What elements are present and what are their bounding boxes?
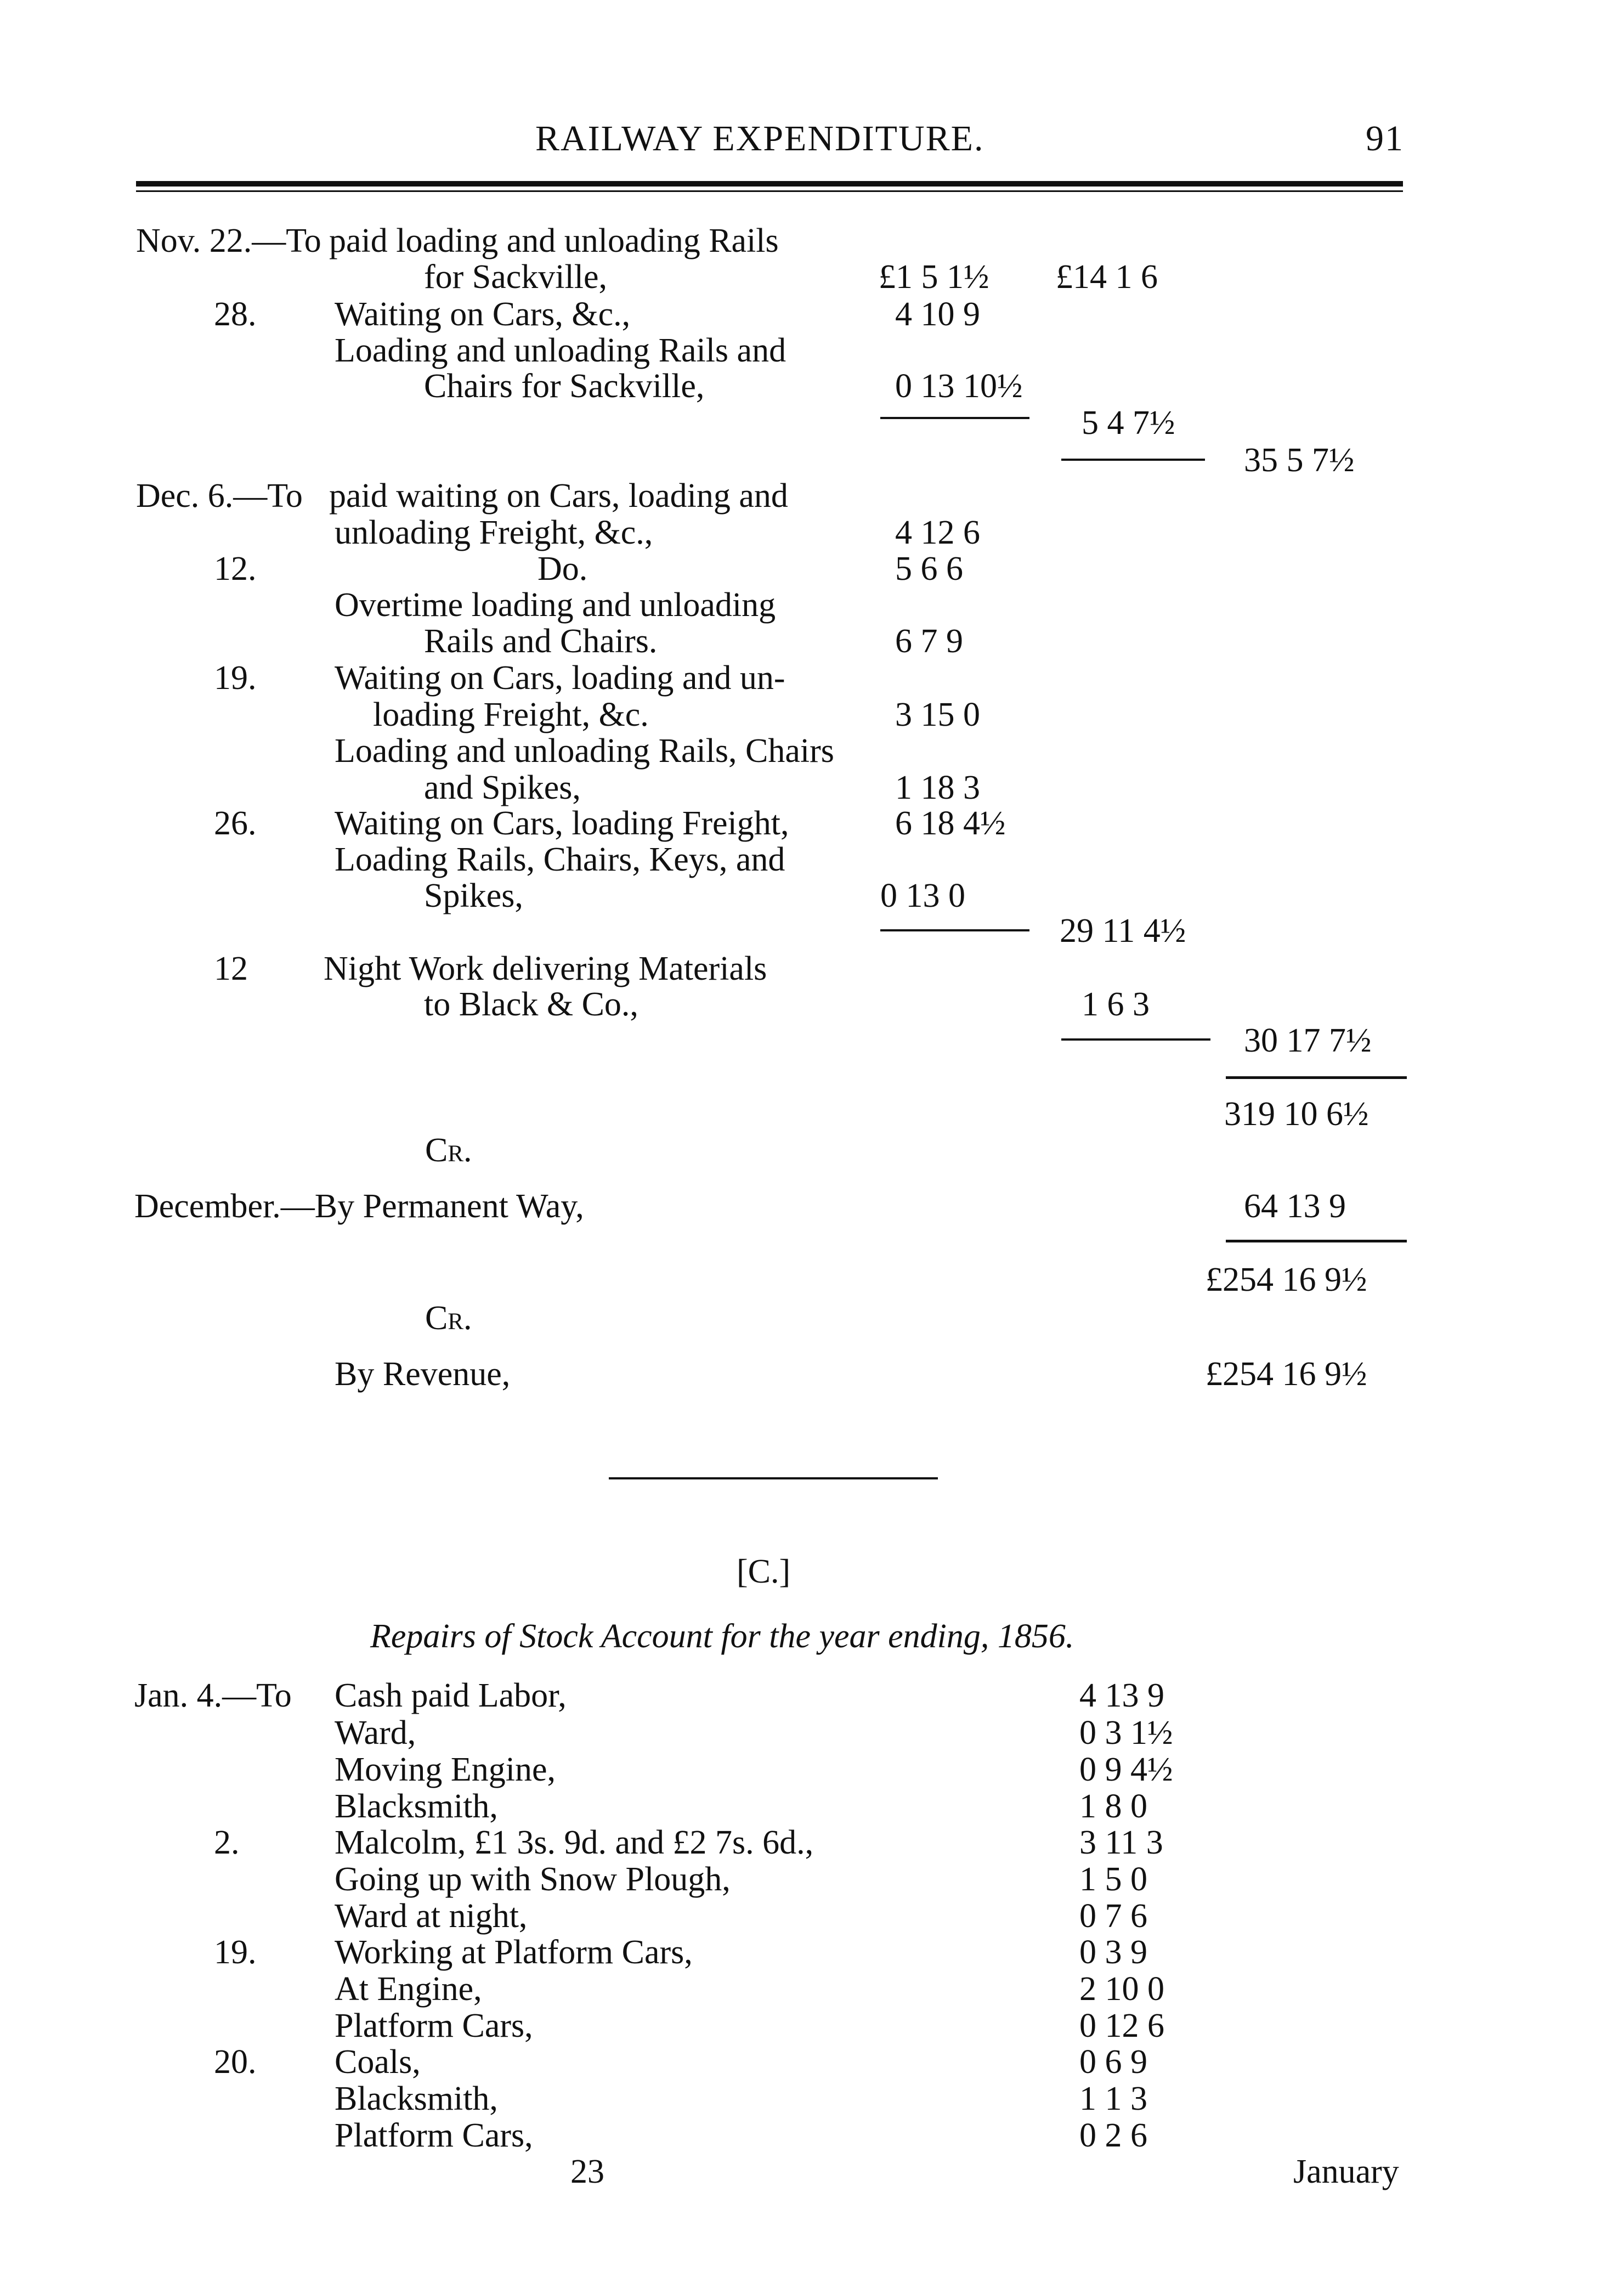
entry-description: Do.: [537, 550, 588, 587]
entry-description-cont: Chairs for Sackville,: [424, 368, 705, 405]
header-rule-thin: [136, 190, 1403, 192]
entry-date: Jan. 4.—To: [134, 1677, 292, 1714]
entry-description: Loading and unloading Rails, Chairs: [335, 732, 834, 770]
entry-date: 12.: [214, 550, 257, 587]
entry-description: Blacksmith,: [335, 1788, 498, 1825]
subtotal-rule: [1061, 459, 1205, 461]
entry-description-cont: to Black & Co.,: [424, 986, 638, 1023]
page-number: 91: [1366, 118, 1404, 159]
amount-col-c: 30 17 7½: [1244, 1022, 1372, 1059]
entry-description: Malcolm, £1 3s. 9d. and £2 7s. 6d.,: [335, 1824, 814, 1861]
entry-description: Platform Cars,: [335, 2007, 533, 2044]
entry-amount: 0 9 4½: [1079, 1751, 1173, 1788]
entry-description: Night Work delivering Materials: [324, 950, 767, 987]
amount-col-a: 6 18 4½: [895, 805, 1006, 842]
entry-description: paid loading and unloading Rails: [329, 222, 779, 259]
credit-label: Cr.: [425, 1300, 472, 1337]
entry-date: 26.: [214, 805, 257, 842]
amount-col-a: 1 18 3: [895, 769, 980, 806]
entry-date: 19.: [214, 1934, 257, 1971]
entry-amount: 0 3 9: [1079, 1934, 1147, 1971]
running-head: RAILWAY EXPENDITURE.: [535, 118, 984, 159]
header-rule-thick: [136, 181, 1403, 187]
subtotal-rule: [880, 929, 1029, 931]
subtotal-rule: [1061, 1038, 1210, 1041]
amount-col-a: 3 15 0: [895, 696, 980, 733]
entry-date: 12: [214, 950, 248, 987]
entry-description-cont: Spikes,: [424, 877, 523, 914]
amount-col-a: 6 7 9: [895, 623, 963, 660]
entry-amount: 1 8 0: [1079, 1788, 1147, 1825]
amount-col-b: 29 11 4½: [1060, 912, 1186, 950]
amount-col-b: 5 4 7½: [1082, 404, 1175, 442]
signature-mark: 23: [570, 2153, 604, 2190]
amount-col-a: 4 10 9: [895, 296, 980, 333]
amount-col-a: 4 12 6: [895, 514, 980, 551]
amount-col-b: £14 1 6: [1056, 258, 1158, 296]
entry-date: 28.: [214, 296, 257, 333]
section-separator: [609, 1477, 938, 1479]
entry-description: Moving Engine,: [335, 1751, 556, 1788]
entry-description: Going up with Snow Plough,: [335, 1861, 731, 1898]
entry-amount: 0 7 6: [1079, 1897, 1147, 1935]
amount-col-a: 0 13 10½: [895, 368, 1023, 405]
amount-col-c: 319 10 6½: [1224, 1095, 1369, 1133]
entry-description: Ward,: [335, 1714, 416, 1752]
amount-col-c: 35 5 7½: [1244, 442, 1355, 479]
entry-description-cont: Rails and Chairs.: [424, 623, 658, 660]
entry-date: Dec. 6.—To: [136, 477, 303, 515]
entry-description-cont: for Sackville,: [424, 258, 608, 296]
entry-amount: 1 5 0: [1079, 1861, 1147, 1898]
entry-amount: 0 12 6: [1079, 2007, 1164, 2044]
entry-description-cont: unloading Freight, &c.,: [335, 514, 653, 551]
revenue-amount: £254 16 9½: [1206, 1355, 1367, 1393]
section-marker: [C.]: [737, 1553, 791, 1590]
entry-description: Working at Platform Cars,: [335, 1934, 693, 1971]
amount-col-a: 0 13 0: [880, 877, 965, 914]
amount-col-b: 1 6 3: [1082, 986, 1150, 1023]
entry-description: Loading Rails, Chairs, Keys, and: [335, 841, 785, 878]
entry-date: 20.: [214, 2043, 257, 2081]
entry-description: Waiting on Cars, &c.,: [335, 296, 631, 333]
total-rule: [1226, 1240, 1407, 1242]
entry-amount: 0 2 6: [1079, 2117, 1147, 2154]
amount-col-a: £1 5 1½: [879, 258, 989, 296]
entry-amount: 3 11 3: [1079, 1824, 1163, 1861]
permanent-way-label: December.—By Permanent Way,: [134, 1188, 584, 1225]
entry-description: Cash paid Labor,: [335, 1677, 567, 1714]
entry-description: Overtime loading and unloading: [335, 586, 776, 624]
entry-amount: 0 3 1½: [1079, 1714, 1173, 1752]
entry-description: Coals,: [335, 2043, 421, 2081]
entry-date: 19.: [214, 659, 257, 697]
entry-description: Waiting on Cars, loading and un-: [335, 659, 785, 697]
entry-description-cont: loading Freight, &c.: [373, 696, 649, 733]
entry-description: Loading and unloading Rails and: [335, 332, 786, 369]
entry-description: paid waiting on Cars, loading and: [329, 477, 788, 515]
entry-description-cont: and Spikes,: [424, 769, 581, 806]
entry-description: Ward at night,: [335, 1897, 528, 1935]
net-total: £254 16 9½: [1206, 1261, 1367, 1298]
entry-description: Waiting on Cars, loading Freight,: [335, 805, 789, 842]
entry-amount: 0 6 9: [1079, 2043, 1147, 2081]
entry-amount: 4 13 9: [1079, 1677, 1164, 1714]
permanent-way-amount: 64 13 9: [1244, 1188, 1346, 1225]
entry-date: 2.: [214, 1824, 240, 1861]
entry-description: Platform Cars,: [335, 2117, 533, 2154]
credit-label: Cr.: [425, 1132, 472, 1169]
catchword: January: [1293, 2153, 1399, 2190]
total-rule: [1226, 1076, 1407, 1079]
amount-col-a: 5 6 6: [895, 550, 963, 587]
section-title: Repairs of Stock Account for the year ending, 1856.: [370, 1618, 1074, 1655]
entry-date: Nov. 22.—To: [136, 222, 321, 259]
entry-amount: 1 1 3: [1079, 2080, 1147, 2117]
subtotal-rule: [880, 417, 1029, 419]
entry-amount: 2 10 0: [1079, 1970, 1164, 2008]
revenue-label: By Revenue,: [335, 1355, 511, 1393]
entry-description: Blacksmith,: [335, 2080, 498, 2117]
entry-description: At Engine,: [335, 1970, 482, 2008]
